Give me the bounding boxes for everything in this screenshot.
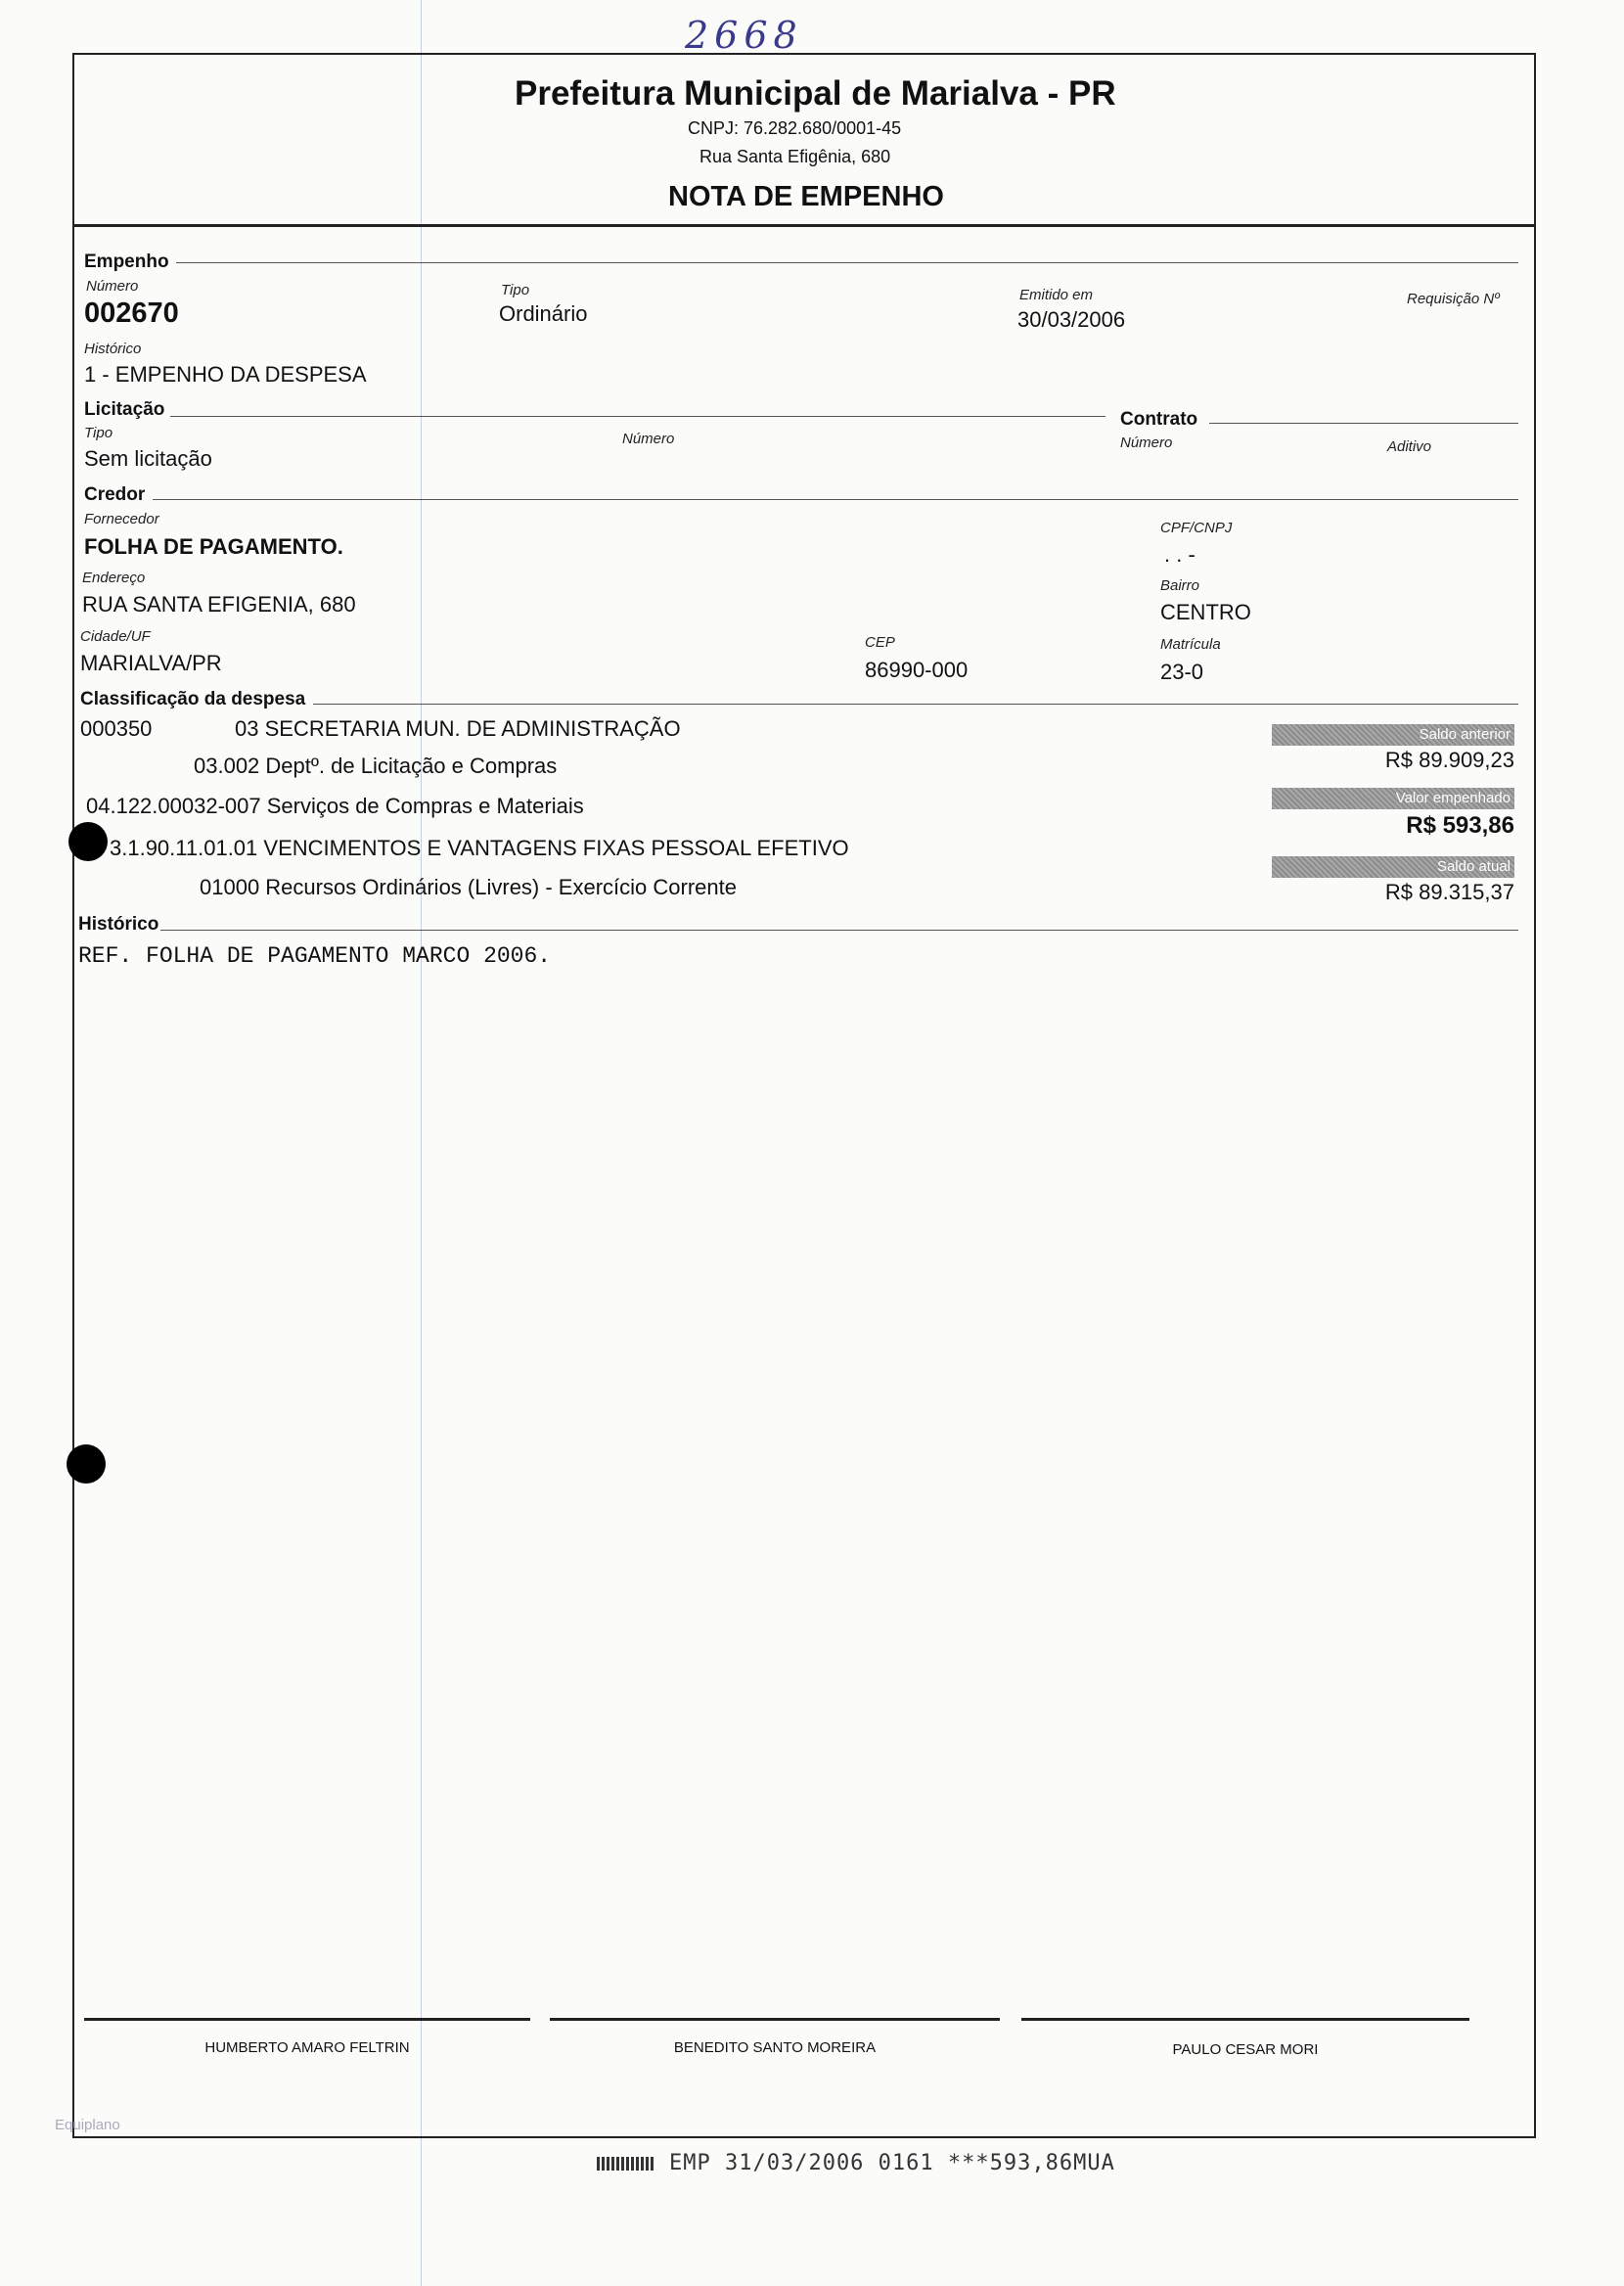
valor-empenhado-label: Valor empenhado [1272,788,1514,809]
elemento: 3.1.90.11.01.01 VENCIMENTOS E VANTAGENS FIXAS PESSOAL EFETIVO [110,836,849,860]
signature-name-3: PAULO CESAR MORI [1172,2041,1319,2058]
label-cep: CEP [865,634,895,651]
signature-line-2 [550,2018,1000,2021]
empenho-numero: 002670 [84,297,179,329]
fornecedor: FOLHA DE PAGAMENTO. [84,534,343,559]
label-bairro: Bairro [1160,577,1200,594]
cep: 86990-000 [865,658,969,682]
orgao: 03 SECRETARIA MUN. DE ADMINISTRAÇÃO [235,716,681,741]
punch-hole-icon [67,1444,106,1484]
licitacao-tipo: Sem licitação [84,446,212,471]
signature-name-2: BENEDITO SANTO MOREIRA [673,2039,877,2056]
address-text: Rua Santa Efigênia, 680 [699,147,891,166]
label-tipo: Tipo [501,282,530,298]
section-credor: Credor [84,484,146,505]
document-title: NOTA DE EMPENHO [668,181,944,212]
signature-name-1: HUMBERTO AMARO FELTRIN [204,2039,410,2056]
section-rule [1209,423,1518,424]
section-rule [160,930,1518,931]
classificacao-code: 000350 [80,716,153,741]
footer-stamp [597,2151,1115,2175]
section-historico: Histórico [78,914,159,935]
stamp-logo-icon [597,2157,655,2171]
stamp-text: EMP 31/03/2006 0161 ***593,86MUA [669,2151,1115,2175]
endereco: RUA SANTA EFIGENIA, 680 [82,592,356,617]
label-licitacao-numero: Número [622,431,675,447]
funcional: 04.122.00032-007 Serviços de Compras e Materiais [86,794,584,818]
page-title: Prefeitura Municipal de Marialva - PR [515,74,1116,113]
signature-line-1 [84,2018,530,2021]
label-cidade: Cidade/UF [80,628,151,645]
signature-line-3 [1021,2018,1469,2021]
unidade: 03.002 Deptº. de Licitação e Compras [194,754,558,778]
software-watermark: Equiplano [55,2117,120,2133]
valor-empenhado: R$ 593,86 [1406,812,1514,839]
punch-hole-icon [68,822,108,861]
section-licitacao: Licitação [84,399,165,420]
header-divider [72,224,1536,227]
saldo-atual-label: Saldo atual [1272,856,1514,878]
section-rule [170,416,1105,417]
handwritten-number: 2668 [685,14,803,57]
bairro: CENTRO [1160,600,1251,624]
cnpj-text: CNPJ: 76.282.680/0001-45 [688,118,902,138]
label-matricula: Matrícula [1160,636,1221,653]
matricula: 23-0 [1160,660,1204,684]
empenho-tipo: Ordinário [499,301,588,326]
label-licitacao-tipo: Tipo [84,425,113,441]
label-historico: Histórico [84,341,142,357]
label-empenho-numero: Número [86,278,139,295]
label-contrato-numero: Número [1120,434,1173,451]
section-empenho: Empenho [84,251,169,272]
section-contrato: Contrato [1120,409,1198,430]
section-classificacao: Classificação da despesa [80,689,306,709]
cidade: MARIALVA/PR [80,651,222,675]
emitido-date: 30/03/2006 [1017,307,1126,332]
historico-text: REF. FOLHA DE PAGAMENTO MARCO 2006. [78,943,552,969]
section-rule [313,704,1518,705]
label-requisicao: Requisição Nº [1407,291,1500,307]
label-fornecedor: Fornecedor [84,511,159,527]
label-emitido: Emitido em [1019,287,1094,303]
label-cpf-cnpj: CPF/CNPJ [1160,520,1233,536]
saldo-anterior-label: Saldo anterior [1272,724,1514,746]
label-endereco: Endereço [82,570,146,586]
label-aditivo: Aditivo [1387,438,1432,455]
section-rule [176,262,1518,263]
saldo-atual: R$ 89.315,37 [1384,880,1514,904]
saldo-anterior: R$ 89.909,23 [1384,748,1514,772]
cpf-cnpj: . . - [1164,542,1195,567]
empenho-historico: 1 - EMPENHO DA DESPESA [84,362,367,387]
section-rule [153,499,1518,500]
recurso: 01000 Recursos Ordinários (Livres) - Exercício Corrente [200,875,737,899]
